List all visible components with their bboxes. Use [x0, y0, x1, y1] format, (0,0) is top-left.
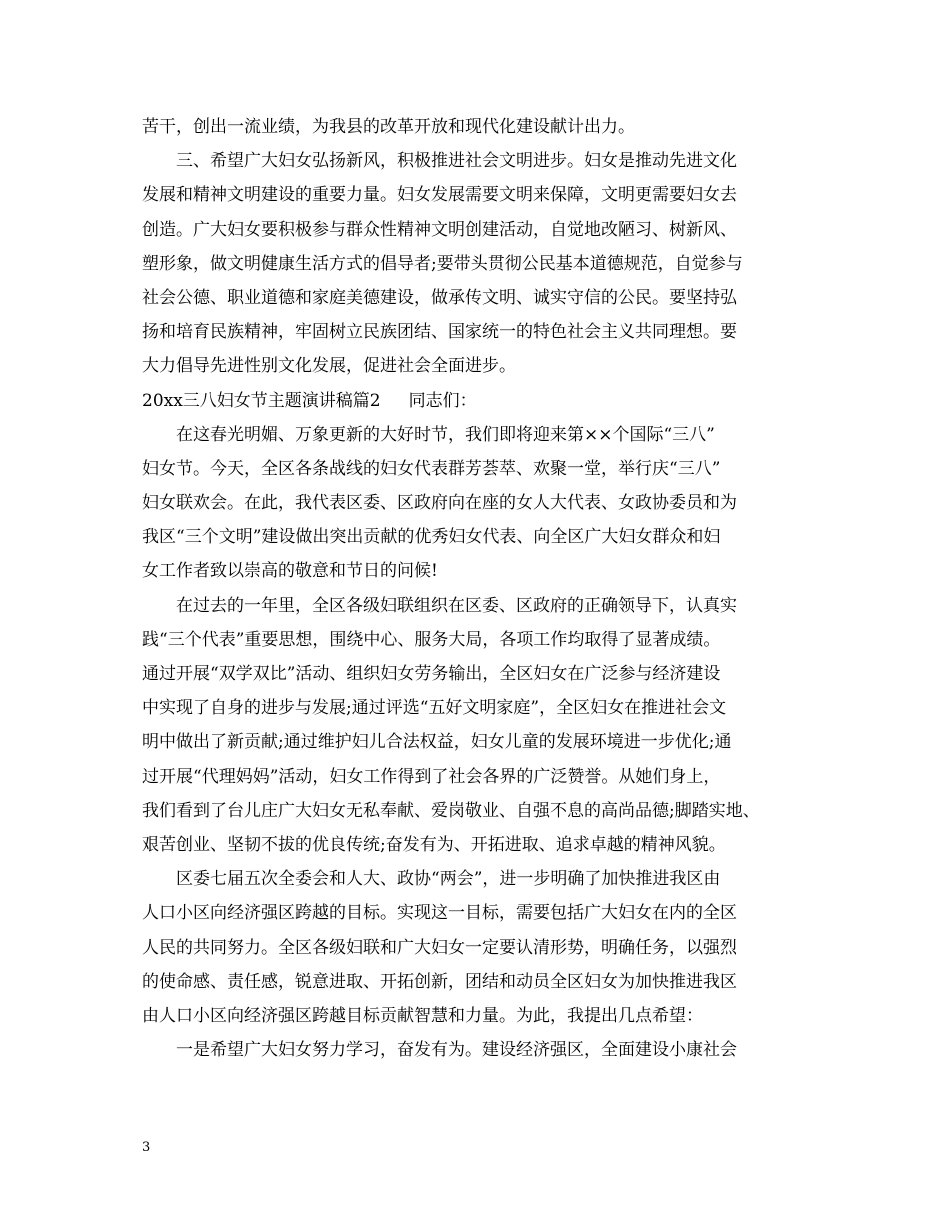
text-line: 的使命感、责任感，锐意进取、开拓创新，团结和动员全区妇女为加快推进我区 [142, 971, 737, 992]
text-line: 妇女联欢会。在此，我代表区委、区政府向在座的女人大代表、女政协委员和为 [142, 493, 737, 514]
text-line: 我们看到了台儿庄广大妇女无私奉献、爱岗敬业、自强不息的高尚品德;脚踏实地、 [142, 800, 760, 821]
text-line: 我区“三个文明”建设做出突出贡献的优秀妇女代表、向全区广大妇女群众和妇 [142, 527, 721, 548]
text-line: 一是希望广大妇女努力学习，奋发有为。建设经济强区，全面建设小康社会 [176, 1040, 737, 1061]
text-line: 艰苦创业、坚韧不拔的优良传统;奋发有为、开拓进取、追求卓越的精神风貌。 [142, 834, 726, 855]
text-line: 明中做出了新贡献;通过维护妇儿合法权益，妇女儿童的发展环境进一步优化;通 [142, 732, 732, 753]
text-line: 发展和精神文明建设的重要力量。妇女发展需要文明来保障，文明更需要妇女去 [142, 185, 737, 206]
text-line: 在过去的一年里，全区各级妇联组织在区委、区政府的正确领导下，认真实 [176, 595, 737, 616]
salutation: 同志们： [408, 390, 477, 411]
text-line: 由人口小区向经济强区跨越目标贡献智慧和力量。为此，我提出几点希望： [142, 1005, 703, 1026]
text-line: 创造。广大妇女要积极参与群众性精神文明创建活动，自觉地改陋习、树新风、 [142, 219, 737, 240]
text-line: 三、希望广大妇女弘扬新风，积极推进社会文明进步。妇女是推动先进文化 [176, 151, 737, 172]
text-line: 扬和培育民族精神，牢固树立民族团结、国家统一的特色社会主义共同理想。要 [142, 322, 737, 343]
text-line: 女工作者致以崇高的敬意和节日的问候! [142, 561, 438, 582]
page-number: 3 [142, 1140, 151, 1155]
section-heading [142, 384, 832, 418]
text-line: 过开展“代理妈妈”活动，妇女工作得到了社会各界的广泛赞誉。从她们身上， [142, 766, 721, 787]
text-line: 塑形象，做文明健康生活方式的倡导者;要带头贯彻公民基本道德规范，自觉参与 [142, 253, 743, 274]
section-title: 20xx三八妇女节主题演讲稿篇2 [142, 390, 381, 411]
body-text [142, 110, 832, 1067]
text-line: 大力倡导先进性别文化发展，促进社会全面进步。 [142, 356, 516, 377]
text-line: 妇女节。今天，全区各条战线的妇女代表群芳荟萃、欢聚一堂，举行庆“三八” [142, 458, 721, 479]
text-line: 人民的共同努力。全区各级妇联和广大妇女一定要认清形势，明确任务，以强烈 [142, 937, 737, 958]
text-line: 人口小区向经济强区跨越的目标。实现这一目标，需要包括广大妇女在内的全区 [142, 903, 737, 924]
text-line: 在这春光明媚、万象更新的大好时节，我们即将迎来第××个国际“三八” [176, 424, 715, 445]
text-line: 通过开展“双学双比”活动、组织妇女劳务输出，全区妇女在广泛参与经济建设 [142, 664, 721, 684]
text-line: 践“三个代表”重要思想，围绕中心、服务大局，各项工作均取得了显著成绩。 [142, 629, 721, 650]
text-line: 苦干，创出一流业绩，为我县的改革开放和现代化建设献计出力。 [142, 117, 635, 137]
text-line: 中实现了自身的进步与发展;通过评选“五好文明家庭”，全区妇女在推进社会文 [142, 698, 727, 719]
text-line: 社会公德、职业道德和家庭美德建设，做承传文明、诚实守信的公民。要坚持弘 [142, 287, 737, 308]
text-line: 区委七届五次全委会和人大、政协“两会”，进一步明确了加快推进我区由 [176, 869, 721, 890]
